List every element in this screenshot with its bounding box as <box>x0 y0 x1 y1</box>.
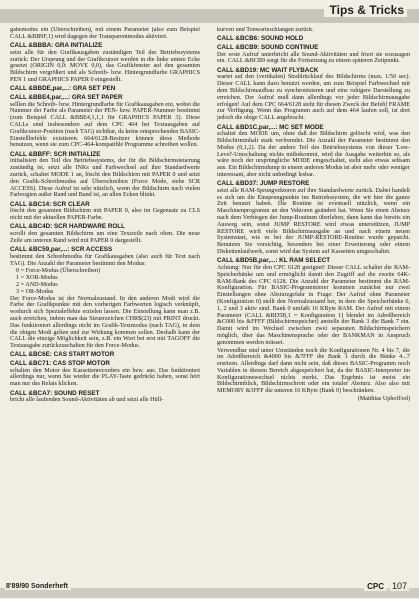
page-footer <box>0 579 419 599</box>
left-column <box>10 27 200 575</box>
page-header <box>0 0 419 24</box>
section-heading: CALL &BD37: JUMP RESTORE <box>217 180 310 188</box>
body-paragraph: scrollt den gesamten Bildschirm um eine Textzeile nach oben. Die neue Zeile am unteren Rand wird mit PAPER 0 dargestellt. <box>10 231 200 244</box>
body-paragraph: bestimmt den Schreibmodus für Grafikausgaben (also auch für Text nach TAG). Die Anzahl der Parameter bestimmt den Modus: <box>10 253 200 267</box>
section-heading: CALL &BC6E: CAS START MOTOR <box>10 351 115 359</box>
right-column <box>217 27 410 575</box>
body-paragraph: bricht alle laufenden Sound-Aktivitäten ab und setzt alle Hüll- <box>10 397 164 404</box>
section-heading: CALL &BBFF: SCR INITIALIZE <box>10 150 101 158</box>
author-signature: (Matthias Uphoff/ed) <box>357 395 410 402</box>
mode-list-item: 2 = AND-Modus <box>16 281 58 288</box>
magazine-brand: CPC <box>364 582 387 591</box>
body-paragraph: setzt alle für den Grafikausgaben zuständigen Teil des Betriebssystems zurück: Der Ursprung und der Grafikcursor werden in die linke untere Ecke gesetzt (ORIGIN 0,0: MOVE 0,0), das Grafikfenster auf den gesamten Bildschirm vergrößert und als Schreib- bzw. Hintergrundfarbe GRAPHICS PEN 1 und GRAPHICS PAPER 0 eingestellt. <box>10 49 200 83</box>
body-paragraph: initialisiert den Teil des Betriebssystems, der für die Bildschirmsteuerung zuständig ist, setzt alle INKs und Farbwechsel auf ihre Standardwerte zurück, schaltet MODE 1 an, löscht den Bildschirm mit PAPER 0 und setzt den Grafik-Schreibmodus auf Überschreiben (Force Mode, siehe SCR ACCESS). Diese Aufruf ist sehr nützlich, wenn der Bildschirm nach vielen Farborgien außer Rand und Band ist, an allen Ecken blinkt. <box>10 158 200 199</box>
issue-label <box>5 583 71 590</box>
section-title: Tips & Tricks <box>324 3 407 17</box>
section-heading: CALL &BC71: CAS STOP MOTOR <box>10 360 110 368</box>
body-paragraph: löscht den gesamten Bildschirm mit PAPER 0, also im Gegensatz zu CLS nicht mit der aktuellen PAPER-Farbe. <box>10 208 200 222</box>
mode-list <box>10 268 200 295</box>
mode-list-item: 0 = Force-Modus (Überschreiben) <box>16 268 101 275</box>
body-paragraph: gabemodus ein (Überschreiben), mit einem Parameter (also zum Beispiel CALL &BB9F,1) wird dagegen der Transparentmodus aktiviert. <box>10 27 200 40</box>
section-heading: CALL &BBBA: GRA INITIALIZE <box>10 42 103 50</box>
section-heading: CALL &BD19: MC WAIT FLYBACK <box>217 66 319 74</box>
body-paragraph: Der erste Aufruf unterbricht alle Sound-Aktivitäten und friert sie sozusagen ein. CALL &BCB9 sorgt für die Fortsetzung zu einem späteren Zeitpunkt. <box>217 51 410 65</box>
issue-text: 8'89/90 Sonderheft <box>5 583 71 590</box>
mode-list-item: 1 = XOR-Modus <box>16 275 58 282</box>
body-paragraph: Achtung: Nur für den CPC 6128 geeignet! Dieser CALL schaltet die RAM-Speicherbänke um und ermöglicht damit den Zugriff auf die zweite 64K-RAM-Bank des CPC 6128. Die Anzahl der Parameter bestimmt die RAM-Konfiguration. Für BASIC-Programmierer kommen zunächst nur zwei Einstellungen ohne Absturzgefahr in Frage: Der Aufruf ohne Parameter (Konfiguration 0) stellt den Normalzustand her, in dem die Speicherbänke 0, 1, 2 und 3 aktiv sind. Bank 0 umfaßt 16 KByte RAM. Der Aufruf mit einem Parameter (CALL &BD5B,1 = Konfiguration 1) blendet im Adreßbereich &C000 bis &FFFF (Bildschirmspeicher) anstelle der Bank 3 die Bank 7 ein. Damit wird im Wechsel zwischen zwei separaten Bildschirmspeichern möglich, über das Maschinensprache oder der BANKMAN in Anspruch genommen werden müsset. <box>217 265 410 346</box>
body-paragraph: setzt alle RAM-Sprungvektoren auf ihre Standardwerte zurück. Dabei handelt es sich um die Einsprungpunkte ins Betriebssystem, die wir hier die ganze Zeit benutzt haben. Die Routine ist eventuell nützlich, wenn ein Maschinenprogramm an den Vektoren geändert hat. Wenn Sie einen Absturz nach dem Verbiegen der Jump-Routinen überleben, dann kann das bereits ein Ausweg sein, sonst JUMP RESTORE wird etwas unterstützen, JUMP RESTORE wirft viele Bildschirmausgabe an und nach einem neuen Systemstart, wie es bei der JUMP-RESTORE-Routine wurde gepatcht. Benutzen Sie vorsichtig, besonders bei einer Erweiterung oder einem Diskettenlaufwerk, sonst wird das System auf Kassetten umgeschaltet. <box>217 187 410 256</box>
section-heading: CALL &BD5B,par,...: KL RAM SELECT <box>217 257 331 265</box>
body-paragraph: Der Force-Modus ist der Normalzustand. In den anderen Modi wird die Farbe der Grafikpunkte mit den vorherigen Farbwerten logisch verknüpft, wodurch sich Spezialeffekte erzielen lassen. Die Einstellung kann man z.B. auch erreichen, indem man das Steuerzeichen CHR$(23) mit PRINT druckt. Das funktioniert allerdings nicht im Grafik-Textmodus (nach TAG), in dem die obigen Modi gelten und zur Wirkung kommen sollen. Deshalb kann der CALL die einzige Möglichkeit sein, z.B. ein Wort bei erst mit TAGOFF die Textausgabe zurückzuschalten für den Force-Modus. <box>10 295 200 350</box>
section-heading: CALL &BC59,par,...: SCR ACCESS <box>10 246 113 254</box>
mode-list-item: 3 = OR-Modus <box>16 288 54 295</box>
body-paragraph: Verwendbar sind unter Umständen noch die Konfigurationen Nr. 4 bis 7, die im Adreßbereich &4000 bis &7FFF die Bank 1 durch die Bänke 4...7 ersetzen. Allerdings darf dann nicht sein, daß dieses BASIC-Programm noch Variablen in diesem Bereich abgespeichert hat, da der BASIC-Interpreter im Konfigurationswechsel nichts merkt. Das Ergebnis ist meist ein Bildschirmblick, Bildschirmschrott oder ein totaler Absturz. Also also mit MEMORY &3FFF die unteren 16 KByte (Bank 0) beschränken. <box>217 347 410 395</box>
body-paragraph: selllen die Schreib- bzw. Hintergrundfarbe für Grafikausgaben ein, wobei die Nummer der Farbe als Parameter der PEN- bzw. PAPER-Nummer bestimmt (zum Beispiel CALL &BBE4,1,1,1 für GRAPHICS PAPER 3). Diese CALLs sind insbesondere auf dem CPC 464 bei Textausgaben auf Grafikcursor-Position (nach TAG) sichtbar, da keine entsprechenden BASIC-Einstellbefehle existieren. 664/6128-Besitzer können diese Methode benutzen, wenn sie zum CPC-464-kompatible Programme schreiben wollen. <box>10 101 200 149</box>
page-number: 107 <box>391 581 407 591</box>
section-heading: CALL &BBDE,par,...: GRA SET PEN <box>10 85 116 93</box>
section-heading: CALL &BCB6: SOUND HOLD <box>217 35 304 43</box>
body-paragraph: kurven und Tonwarteschlangen zurück. <box>217 27 314 33</box>
section-heading: CALL &BC4D: SCR HARDWARE ROLL <box>10 223 125 231</box>
section-heading: CALL &BBE4,par,...: GRA SET PAPER <box>10 93 123 101</box>
body-paragraph: schaltet den MODE um, ohne daß der Bildschirm gelöscht wird, was den Bildschirminhalt stark verfremdet. Die Anzahl der Parameter bestimmt den Modus (0,1,2). Da der andere Teil des Betriebssystems von dieser 'Low-Level'-Umschaltung nichts mitbekommt, wird die Ausgabe weiterhin so, als wäre noch der ursprüngliche MODE eingeschaltet, sieht also etwas seltsam aus. Ein Bildschirmdump in einem anderen Modus ist aber mehr oder weniger interessant, aber nicht unbedingt lesbar. <box>217 131 410 178</box>
section-heading: CALL &BCA7: SOUND RESET <box>10 389 100 397</box>
body-paragraph: schalten den Motor des Kassettenrecorders ein bzw. aus. Das funktioniert allerdings nur, wenn Sie wieder die PLAY-Taste gedrückt haben, sonst hört man nur das Relais klicken. <box>10 367 200 388</box>
section-heading: CALL &BC14: SCR CLEAR <box>10 200 90 208</box>
body-paragraph: wartet auf den (vertikalen) Strahlrücklauf des Bildschirms (max. 1/50 sec). Dieser CALL kann dazu benutzt werden, um zum Beispiel Farbwechsel mit dem Bildschirmaufbau zu synchronisieren und eine ruhigere Darstellung zu erreichen. Der Aufruf muß dann allerdings vor jeder Bildschirmausgabe erfolgen! Auf dem CPC 664/6128 steht für diesen Zweck der Befehl FRAME zur Verfügung. Wenn das Programm auch auf dem 464 laufen soll, ist dort jedoch die obige CALL angebracht. <box>217 74 410 122</box>
section-heading: CALL &BCB9: SOUND CONTINUE <box>217 43 319 51</box>
section-heading: CALL &BD1C,par,...: MC SET MODE <box>217 123 324 131</box>
